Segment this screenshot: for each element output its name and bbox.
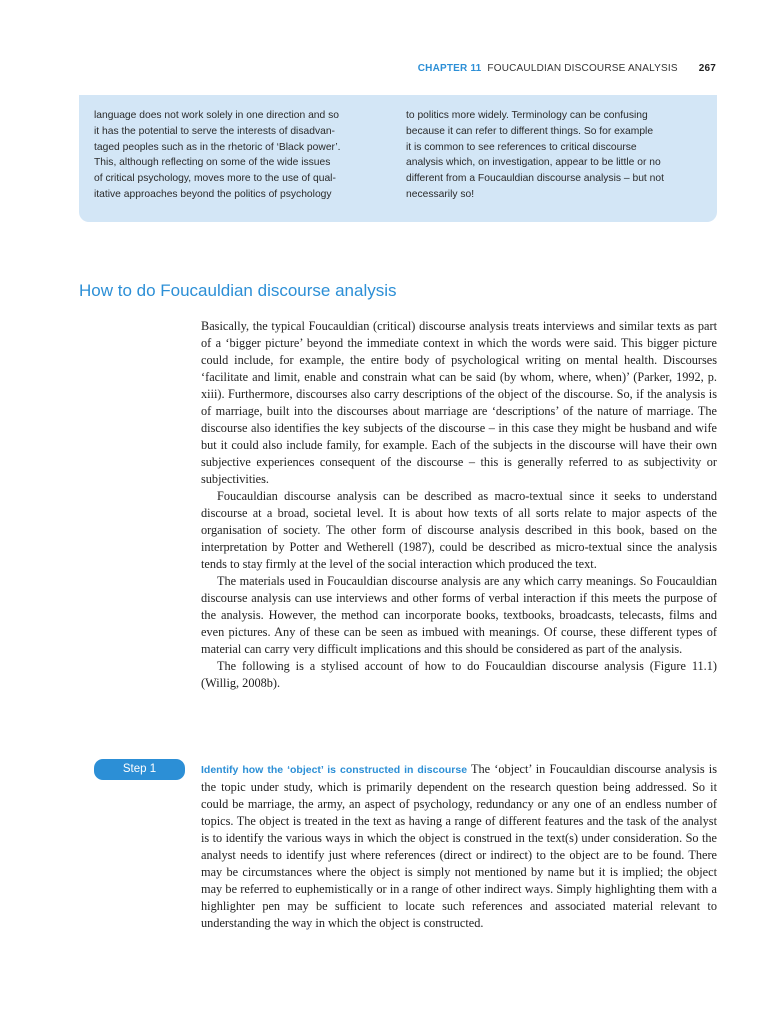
box-line: to politics more widely. Terminology can be confusing — [406, 110, 648, 121]
main-body — [201, 318, 717, 692]
step-body — [201, 761, 717, 932]
chapter-title: FOUCAULDIAN DISCOURSE ANALYSIS — [487, 63, 678, 74]
box-line: taged peoples such as in the rhetoric of ‘Black power’. — [94, 141, 341, 153]
running-head — [418, 63, 716, 74]
box-line: of critical psychology, moves more to the use of qual- — [94, 173, 336, 185]
paragraph: The following is a stylised account of how to do Foucauldian discourse analysis (Figure 11.1) (Willig, 2008b). — [201, 659, 717, 690]
box-line: it is common to see references to critical discourse — [406, 141, 637, 153]
box-line: analysis which, on investigation, appear to be little or no — [406, 157, 661, 169]
chapter-label: CHAPTER 11 — [417, 63, 482, 74]
paragraph: Basically, the typical Foucauldian (critical) discourse analysis treats interviews and similar texts as part of a ‘bigger picture’ beyond the immediate context in which the words were said. This bigger picture could include, for example, the entire body of psychological writing on mental health. Discourses ‘facilitate and limit, enable and constrain what can be said (by whom, where, when)’ (Parker, 1992, p. xiii). Furthermore, discourses also carry descriptions of the object of the discourse. So, if the analysis is of marriage, built into the discourses about marriage are ‘descriptions’ of the nature of marriage. The discourse also identifies the key subjects of the discourse – in this case they might be husband and wife but it could also include family, for example. Each of the subjects in the discourse will have their own subjective experiences consequent of the discourse – this is generally referred to as subjectivity or subjectivities. — [201, 319, 717, 486]
box-line: because it can refer to different things. So for example — [406, 125, 654, 137]
box-right-column — [406, 108, 702, 203]
box-left-column — [94, 108, 390, 203]
box-line: it has the potential to serve the interests of disadvan- — [94, 125, 335, 137]
step-text: The ‘object’ in Foucauldian discourse analysis is the topic under study, which is primarily dependent on the research question being addressed. So it could be marriage, the army, an aspect of psychology, redundancy or any one of an endless number of topics. The object is treated in the text as having a range of different features and the task of the analyst is to identify the various ways in which the object is construed in the text(s) under consideration. So the analyst needs to identify just where references (direct or indirect) to the object are to be found. There may be circumstances where the object is simply not mentioned by name but it is implied; the object may be referred to euphemistically or in a range of other indirect ways. Simply highlighting them with a highlighter pen may be sufficient to locate such references and associated material relevant to understanding the way in which the object is constructed. — [201, 762, 717, 930]
box-line: necessarily so! — [406, 188, 475, 200]
page-number: 267 — [698, 63, 716, 74]
step-paragraph — [201, 761, 717, 932]
section-title: How to do Foucauldian discourse analysis — [79, 281, 397, 300]
step-heading: Identify how the ‘object’ is constructed in discourse — [201, 764, 468, 776]
box-line: language does not work solely in one direction and so — [94, 110, 339, 121]
box-line: This, although reflecting on some of the wide issues — [94, 157, 331, 169]
step-label: Step 1 — [94, 759, 185, 780]
paragraph: The materials used in Foucauldian discourse analysis are any which carry meanings. So Foucauldian discourse analysis can use interviews and other forms of verbal interaction if this meets the purpose of the analysis. However, the method can incorporate books, textbooks, broadcasts, telecasts, films and even pictures. Any of these can be seen as imbued with meanings. Of course, these different types of material can carry very difficult implications and this should be considered as part of the analysis. — [201, 574, 717, 656]
box-line: itative approaches beyond the politics of psychology — [94, 188, 332, 200]
box-line: different from a Foucauldian discourse analysis – but not — [406, 173, 664, 185]
continued-box — [79, 95, 717, 222]
paragraph: Foucauldian discourse analysis can be described as macro-textual since it seeks to understand discourse at a broad, societal level. It is about how texts of all sorts relate to major aspects of the organisation of society. The other form of discourse analysis described in this book, based on the interpretation by Potter and Wetherell (1987), could be described as micro-textual since the analysis tends to stay firmly at the level of the social interaction which produced the text. — [201, 489, 717, 571]
